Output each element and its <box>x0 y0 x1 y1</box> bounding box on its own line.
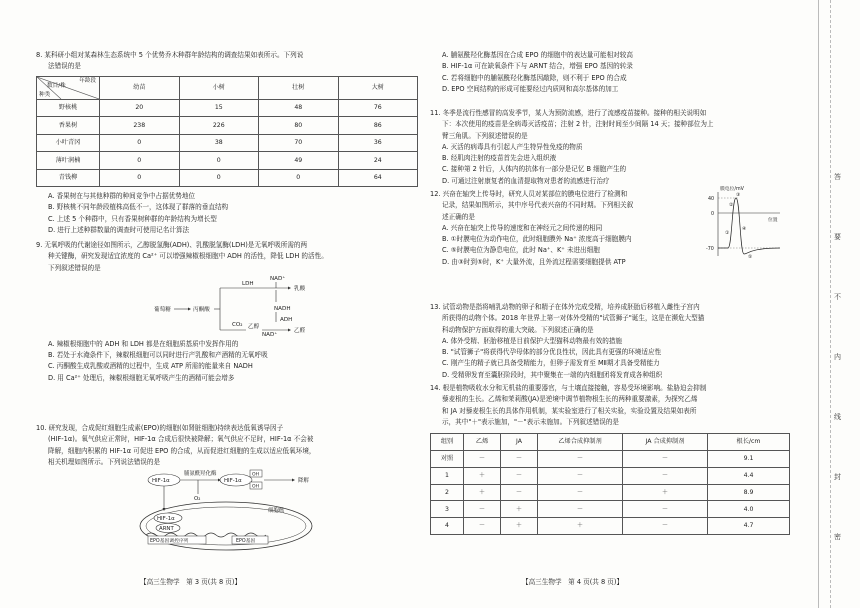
hif-diagram <box>36 468 418 556</box>
corner-mid: 数目/株 <box>47 82 66 89</box>
q10-stem: 10. 研究发现，合成促红细胞生成素(EPO)的细胞(如肾脏细胞)持续表达低氧诱导因子 <box>36 424 284 432</box>
nad-bottom-label: NAD⁺ <box>262 331 278 336</box>
option-d: D. 进行上述种群数量的调查时可使用记名计算法 <box>48 225 190 234</box>
nadh-label: NADH <box>274 305 291 312</box>
table-cell: － <box>464 450 501 467</box>
q8-table <box>36 76 418 188</box>
table-cell: 38 <box>179 134 259 152</box>
q10-options <box>430 50 790 95</box>
binding-margin <box>796 0 860 608</box>
q8-header: 壮树 <box>259 76 339 99</box>
option-a: A. 体外受精、胚胎移植是目前保护大型猫科动物最有效的措施 <box>442 336 623 345</box>
seal-char: 要 <box>834 233 841 241</box>
adh-label: ADH <box>280 316 293 323</box>
table-cell: 0 <box>259 169 339 187</box>
corner-top: 年龄段 <box>79 77 96 84</box>
table-cell: 0 <box>100 134 180 152</box>
table-cell: 4.7 <box>708 518 790 535</box>
option-c: C. 接种第 2 针后，人体内的抗体有一部分是记忆 B 细胞产生的 <box>442 165 627 174</box>
table-cell: 76 <box>338 99 418 117</box>
binding-line <box>818 0 819 608</box>
lactate-label: 乳酸 <box>294 285 306 292</box>
table-cell: 3 <box>431 501 464 518</box>
q14-stem: 14. 根是植物吸收水分和无机盐的重要器官，与土壤直接接触，容易受环境影响。盐胁迫会抑制 <box>430 384 707 392</box>
table-cell: － <box>501 450 538 467</box>
table-cell: 2 <box>431 484 464 501</box>
glucose-label: 葡萄糖 <box>154 306 171 313</box>
q14-header: JA <box>501 434 538 451</box>
table-cell: ＋ <box>623 484 708 501</box>
oh1-label: OH <box>252 472 260 478</box>
option-b: B. HIF-1α 可在缺氧条件下与 ARNT 结合，增强 EPO 基因的转录 <box>442 62 633 71</box>
option-c: C. 丙酮酸生成乳酸或酒精的过程中，生成 ATP 所需的能量来自 NADH <box>48 362 253 371</box>
acetaldehyde-label: 乙醛 <box>294 327 306 334</box>
table-cell: 0 <box>179 169 259 187</box>
table-cell: － <box>623 518 708 535</box>
table-cell: － <box>538 450 623 467</box>
table-cell: － <box>464 501 501 518</box>
table-cell: － <box>464 518 501 535</box>
epo-region-label: EPO基因调控序列 <box>150 539 189 545</box>
ldh-label: LDH <box>242 280 254 287</box>
option-d: D. 可通过注射康复者的血清提取物对患者的流感进行治疗 <box>442 176 610 185</box>
seal-char: 线 <box>834 413 841 421</box>
option-d: D. 用 Ca²⁺ 处理后，辣椒根细胞无氧呼吸产生的酒精可能会增多 <box>48 373 235 382</box>
table-row <box>37 134 418 152</box>
table-cell: 9.1 <box>708 450 790 467</box>
ethanol-label: 乙醇 <box>248 323 260 330</box>
q14-header: 乙烯 <box>464 434 501 451</box>
hif-a-label: HIF-1α <box>152 478 170 485</box>
table-cell: － <box>623 501 708 518</box>
q8-header: 大树 <box>338 76 418 99</box>
table-cell: － <box>538 467 623 484</box>
table-cell: － <box>538 484 623 501</box>
table-cell: 24 <box>338 152 418 170</box>
mark-2: ② <box>729 203 734 208</box>
q12-stem-cont: 记录，结果如图所示，其中序号代表兴奋的不同时期。下列相关叙 <box>442 201 634 210</box>
co2-label: CO₂ <box>232 321 243 328</box>
x-label: 位置 <box>768 218 778 223</box>
q14-header: 组别 <box>431 434 464 451</box>
left-column <box>36 0 418 608</box>
page-footer-left: 【高三生物学 第 3 页(共 8 页)】 <box>140 578 242 586</box>
table-row <box>431 450 790 467</box>
table-cell: ＋ <box>501 501 538 518</box>
seal-char: 不 <box>834 293 841 301</box>
table-row <box>37 117 418 135</box>
mark-3: ③ <box>736 193 741 198</box>
question-12 <box>430 189 790 268</box>
q11-stem: 11. 冬季是流行性感冒的高发季节，某人为预防流感，进行了流感疫苗接种。接种的相关说明如 <box>430 109 707 117</box>
table-cell: 0 <box>100 169 180 187</box>
pyruvate-label: 丙酮酸 <box>193 306 210 313</box>
option-b: B. 经肌肉注射的疫苗首先会进入组织液 <box>442 154 557 163</box>
q8-header: 小树 <box>179 76 259 99</box>
option-d: D. 受精卵发育至囊胚阶段时，其中聚集在一端的内细胞团将发育成各种组织 <box>442 370 663 379</box>
option-c: C. ⑤时膜电位为静息电位，此时 Na⁺、K⁺ 未进出细胞 <box>442 246 600 255</box>
option-d: D. 由③时到⑤时，K⁺ 大量外流，且外流过程需要细胞提供 ATP <box>442 257 626 266</box>
row-name: 香果树 <box>37 117 100 135</box>
table-row <box>431 518 790 535</box>
question-11 <box>430 108 790 187</box>
seal-line <box>830 0 831 608</box>
table-row <box>431 467 790 484</box>
question-10 <box>36 423 418 556</box>
table-cell: － <box>538 501 623 518</box>
table-cell: 49 <box>259 152 339 170</box>
table-cell: 4.4 <box>708 467 790 484</box>
table-row <box>37 169 418 187</box>
mark-5: ⑤ <box>748 255 753 260</box>
option-b: B. ①时膜电位为动作电位，此时细胞膜外 Na⁺ 浓度高于细胞膜内 <box>442 235 632 244</box>
hif-c-label: HIF-1α <box>157 516 175 523</box>
q8-header: 幼苗 <box>100 76 180 99</box>
row-name: 青钱柳 <box>37 169 100 187</box>
q14-stem-cont: 示，其中"＋"表示施加，"－"表示未施加。下列叙述错误的是 <box>442 417 619 426</box>
epo-gene-label: EPO基因 <box>236 539 256 545</box>
q8-stem: 8. 某科研小组对某森林生态系统中 5 个优势乔木种群年龄结构的调查结果如表所示。下列说 <box>36 51 304 59</box>
arnt-label: ARNT <box>159 526 174 533</box>
metabolism-diagram <box>36 274 418 336</box>
question-8 <box>36 50 418 236</box>
q13-stem-cont: 科动物保护方面取得的重大突破。下列叙述正确的是 <box>442 325 594 334</box>
option-c: C. 若将细胞中的脯氨酰羟化酶基因敲除，则不利于 EPO 的合成 <box>442 73 627 82</box>
table-cell: ＋ <box>538 518 623 535</box>
table-cell: － <box>501 467 538 484</box>
table-cell: 0 <box>100 152 180 170</box>
table-cell: 226 <box>179 117 259 135</box>
mark-4: ④ <box>742 227 747 232</box>
question-13 <box>430 302 790 381</box>
q10-stem-cont: 降解，细胞内积累的 HIF-1α 可促进 EPO 的合成，从而促进红细胞的生成以适应低氧环境， <box>48 446 316 455</box>
q13-stem: 13. 试管动物是指将哺乳动物的卵子和精子在体外完成受精，培养成胚胎后移植入雌性子宫内 <box>430 303 700 311</box>
o2-label: O₂ <box>194 496 201 503</box>
q14-table <box>430 433 790 535</box>
option-b: B. "试管狮子"将获得代孕母体的部分优良性状，因此具有更强的环境适应性 <box>442 348 662 357</box>
seal-char: 封 <box>834 473 841 481</box>
table-cell: 238 <box>100 117 180 135</box>
table-cell: ＋ <box>501 518 538 535</box>
q14-header: 乙烯合成抑制剂 <box>538 434 623 451</box>
option-d: D. EPO 空间结构的形成可能要经过内质网和高尔基体的加工 <box>442 84 619 93</box>
table-row <box>431 484 790 501</box>
mark-1: ① <box>725 231 730 236</box>
y-top: 40 <box>708 197 715 202</box>
oh2-label: OH <box>252 484 260 490</box>
y-bottom: -70 <box>706 247 714 252</box>
option-a: A. 兴奋在轴突上传导的速度和在神经元之间传递的相同 <box>442 223 603 232</box>
table-cell: 20 <box>100 99 180 117</box>
table-cell: 1 <box>431 467 464 484</box>
table-cell: 0 <box>179 152 259 170</box>
seal-char: 内 <box>834 353 841 361</box>
q11-stem-cont: 下：本次使用的疫苗是全病毒灭活疫苗；注射 2 针，注射时间至少间隔 14 天；接种部位为上 <box>442 120 714 129</box>
q12-stem-cont: 述正确的是 <box>442 212 475 221</box>
option-a: A. 灭活的病毒具有引起人产生特异性免疫的物质 <box>442 142 583 151</box>
option-a: A. 脯氨酰羟化酶基因在合成 EPO 的细胞中的表达量可能相对较高 <box>442 51 633 59</box>
table-row <box>37 152 418 170</box>
table-row <box>431 501 790 518</box>
table-cell: 64 <box>338 169 418 187</box>
q9-stem-cont: 种关键酶，研究发现适宜浓度的 Ca²⁺ 可以增强辣椒根细胞中 ADH 的活性，降低 LDH 的活性。 <box>48 252 328 261</box>
option-b: B. 野核桃不同年龄段植株高低不一，这体现了群落的垂直结构 <box>48 203 229 212</box>
option-a: A. 辣椒根细胞中的 ADH 和 LDH 都是在细胞质基质中发挥作用的 <box>48 339 239 348</box>
q8-stem-cont: 法错误的是 <box>48 62 81 71</box>
right-column <box>430 0 790 608</box>
seal-char: 密 <box>834 533 841 541</box>
q9-options <box>36 339 418 384</box>
page-footer-right: 【高三生物学 第 4 页(共 8 页)】 <box>522 578 624 586</box>
q12-stem: 12. 兴奋在轴突上传导时，研究人员对某部位的膜电位进行了检测和 <box>430 190 628 198</box>
q14-stem-cont: 和 JA 对藜麦根生长的具体作用机制，某实验室进行了相关实验，实验设置及结果如表所 <box>442 406 697 415</box>
degrade-label: 降解 <box>298 478 309 485</box>
table-cell: 36 <box>338 134 418 152</box>
q11-stem-cont: 臂三角肌。下列叙述错误的是 <box>442 131 528 140</box>
row-name: 小叶青冈 <box>37 134 100 152</box>
q14-header: JA 合成抑制剂 <box>623 434 708 451</box>
q10-stem-cont: 相关机理如图所示。下列说法错误的是 <box>48 457 161 466</box>
seal-char: 答 <box>834 173 841 181</box>
q14-header: 根长/cm <box>708 434 790 451</box>
option-c: C. 刚产生的精子就已具备受精能力，但卵子需发育至 MⅡ期才具备受精能力 <box>442 359 660 368</box>
q8-table-corner <box>37 76 100 99</box>
y-zero: 0 <box>711 212 715 217</box>
q9-stem: 9. 无氧呼吸的代谢途径如图所示，乙醇脱氢酶(ADH)、乳酸脱氢酶(LDH)是无氧呼吸所需的两 <box>36 241 308 249</box>
row-name: 薄叶润楠 <box>37 152 100 170</box>
q10-stem-cont: (HIF-1α)。氧气供应正常时，HIF-1α 合成后很快被降解；氧气供应不足时，HIF-1α 不会被 <box>48 435 314 444</box>
table-cell: 48 <box>259 99 339 117</box>
table-cell: 70 <box>259 134 339 152</box>
option-a: A. 香果树在与其他种群的种间竞争中占据优势地位 <box>48 192 196 201</box>
table-row <box>37 99 418 117</box>
table-cell: － <box>623 450 708 467</box>
hif-b-label: HIF-1α <box>224 478 242 485</box>
table-cell: － <box>501 484 538 501</box>
q8-options <box>36 191 418 236</box>
q13-stem-cont: 所获得的动物个体。2018 年世界上第一对体外受精的"试管狮子"诞生，这是在濒危大型猫 <box>442 314 705 323</box>
option-c: C. 上述 5 个种群中，只有香果树种群的年龄结构为增长型 <box>48 214 217 223</box>
q14-stem-cont: 藜麦根的生长。乙烯和茉莉酸(JA)是逆境中调节植物根生长的两种重要激素，为探究乙烯 <box>442 395 698 404</box>
table-cell: － <box>623 467 708 484</box>
table-cell: 80 <box>259 117 339 135</box>
q9-stem-cont: 下列叙述错误的是 <box>48 263 101 272</box>
option-b: B. 若处于水淹条件下，辣椒根细胞可以同时进行产乳酸和产酒精的无氧呼吸 <box>48 351 268 360</box>
table-cell: 4 <box>431 518 464 535</box>
row-name: 野核桃 <box>37 99 100 117</box>
enzyme-label: 脯氨酰羟化酶 <box>184 471 217 478</box>
corner-bottom: 种类 <box>39 91 51 98</box>
table-cell: 15 <box>179 99 259 117</box>
graph-ylabel: 膜电位/mV <box>720 187 744 192</box>
table-cell: 86 <box>338 117 418 135</box>
question-9 <box>36 240 418 384</box>
nucleus-label: 细胞核 <box>268 508 285 515</box>
table-cell: 对照 <box>431 450 464 467</box>
membrane-potential-graph <box>706 184 788 260</box>
table-cell: 4.0 <box>708 501 790 518</box>
table-cell: 8.9 <box>708 484 790 501</box>
table-cell: ＋ <box>464 484 501 501</box>
question-14 <box>430 383 790 535</box>
nad-top-label: NAD⁺ <box>270 275 286 282</box>
table-cell: ＋ <box>464 467 501 484</box>
